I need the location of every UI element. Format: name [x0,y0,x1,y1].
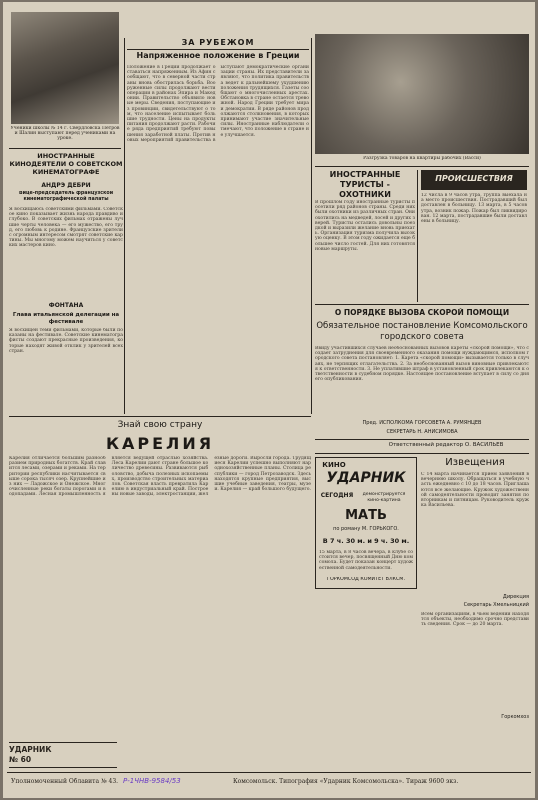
tourists-body: В прошлом году иностранные туристы посетили ряд районов страны. Среди них были охотники из различных стран. Они охотились на медведей, лосей и других зверей. Туристы остались довольны поездкой и выразили желание вновь приехать. Организация туризма получила высокую оценку. В этом году ожидается еще большее число гостей. Для них готовятся новые маршруты. [315,200,415,252]
tourists-title: ИНОСТРАННЫЕ ТУРИСТЫ - ОХОТНИКИ [329,170,401,198]
school-photo [11,12,119,124]
school-photo-caption: Ученики школы № 14 г. Свердловска Петров и Шалин выступают перед учениками на уроке. [10,126,120,142]
kino-today: СЕГОДНЯ [320,492,354,499]
fontana-title: Глава итальянской делегации на фестивале [12,312,120,325]
divider [315,453,529,454]
unloading-photo [315,34,529,154]
kino-times: В 7 ч. 30 м. и 9 ч. 30 м. [322,537,410,545]
fontana-name: ФОНТАНА [48,302,84,309]
notices-body-2: Всем организациям, в чьем ведении находятся объекты, необходимо срочно представить сведения. Срок — до 20 марта. [421,612,529,628]
divider [315,304,529,305]
notices-sign-1: Дирекция [502,594,529,600]
divider [124,38,125,414]
kino-film: МАТЬ [345,508,387,523]
notices-sign-3: Горкомхоз [501,714,529,720]
masthead-number: № 60 [9,755,32,764]
masthead-name: УДАРНИК [9,745,52,754]
karelia-body: Карелия отличается большим разнообразием природных богатств. Край славится лесами, озерами и реками. На территории республики насчитывается свыше сорока тысяч озер. Крупнейшие из них — Ладожское и Онежское. Многочисленные реки богаты порогами и водопадами. Лесная промышленность является ведущей отраслью хозяйства. Леса Карелии дают стране большое количество древесины. Развиваются рыболовство, добыча полезных ископаемых, производство строительных материалов. Советская власть превратила Карелию в индустриальный край. Построены новые заводы, электростанции, железные дороги. Выросли города. Трудящиеся Карелии успешно выполняют народнохозяйственные планы. Столица республики — город Петрозаводск. Здесь находятся крупные предприятия, высшие учебные заведения, театры, музеи. Карелия — край большого будущего. [9,456,311,498]
incidents-body: 12 числа в 9 часов утра, группа выехала на место происшествия. Пострадавший был доставлен в больницу. 13 марта, в 5 часов утра, возник пожар. Пожар был ликвидирован. 12 марта, пострадавшие были доставлены в больницу. [421,193,527,225]
divider [7,772,531,773]
kino-showing: демонстрируется кино-картина [362,492,406,503]
order-header: О ПОРЯДКЕ ВЫЗОВА СКОРОЙ ПОМОЩИ [334,308,510,317]
archive-stamp: Р-1ЧНВ-9584/53 [123,777,181,785]
cinema-subtitle: Вице-председатель французской кинематографической палаты [18,191,114,202]
footer-left: Уполномоченный Облавита № 43. [11,778,119,785]
divider [9,148,121,149]
cinema-title: ИНОСТРАННЫЕ КИНОДЕЯТЕЛИ О СОВЕТСКОМ КИНЕМАТОГРАФЕ [9,152,123,176]
unloading-caption: Разгрузка товаров на квартиры рабочих (Васси) [363,156,481,161]
kino-novel: по роману М. ГОРЬКОГО. [333,526,399,532]
divider [417,170,418,302]
divider [9,742,117,743]
newspaper-page [3,2,535,798]
divider [9,416,311,417]
divider [311,38,312,414]
order-signer-chair: Пред. ИСПОЛКОМА ГОРСОВЕТА А. РУМЯНЦЕВ [362,420,482,426]
notices-body: С 14 марта начинается прием заявлений в вечернюю школу. Обращаться в учебную часть ежедневно с 10 до 18 часов. Приглашаются все желающие. Кружок художественной самодеятельности проводит занятия по вторникам и пятницам. Руководитель кружка Васильева. [421,472,529,509]
karelia-title: КАРЕЛИЯ [105,434,215,452]
kino-below-text [315,592,415,732]
fontana-body: Я восхищен теми фильмами, которые были показаны на фестивале. Советские кинематографисты создают прекрасные произведения, которые находят живой отклик у зрителей всех стран. [9,328,123,354]
divider [315,439,529,440]
order-body: Ввиду участившихся случаев необоснованных вызовов кареты «скорой помощи», что создает затруднения для своевременного оказания помощи нуждающимся, исполком городского совета постановляет: 1. Карета «скорой помощи» вызывается только в случаях, не терпящих отлагательства. 2. За необоснованный вызов виновные привлекаются к ответственности. 3. Не уплатившие штраф в установленный срок привлекаются к ответственности в судебном порядке. Настоящее постановление вступает в силу со дня его опубликования. [315,346,529,383]
greece-body: Положение в Греции продолжает оставаться напряженным. Из Афин сообщают, что в северной части страны вновь обострилась борьба. Вооруженные силы продолжают вести операции в районах Эпира и Македонии. Правительство объявило новые меры. Сведения, поступающие из провинции, свидетельствуют о том, что население испытывает большие трудности. Цены на продукты питания продолжают расти. Рабочие ряда предприятий требуют повышения заработной платы. Против новых мероприятий правительства выступают демократические организации страны. Их представители заявляют, что политика правительства ведет к дальнейшему ухудшению положения трудящихся. Газеты сообщают о многочисленных арестах. Обстановка в стране остается тревожной. Народ Греции требует мира и демократии. В ряде районов продолжаются столкновения, в которых принимают участие значительные силы. Иностранные наблюдатели отмечают, что положение в стране не улучшается. [127,65,309,143]
kino-extra: 15 марта, в 8 часов вечера, в клубе состоится вечер, посвященный Дню комсомола. Будет показан концерт художественной самодеятельности. [319,550,413,571]
notices-sign-2: Секретарь Хмельницкий [463,602,529,608]
kino-name: УДАРНИК [326,470,406,486]
karelia-kicker: Знай свою страну [117,420,203,430]
incidents-title: ПРОИСШЕСТВИЯ [435,174,513,183]
footer-middle: Комсомольск. Типография «Ударник Комсомольска». Тираж 9600 экз. [233,778,459,785]
notices-title: Извещения [445,457,505,468]
divider [315,166,529,167]
abroad-header: ЗА РУБЕЖОМ [181,38,255,47]
cinema-author: АНДРЭ ДЕБРИ [41,182,91,189]
divider [127,49,309,50]
divider [9,767,117,768]
cinema-body: Я восхищаюсь советскими фильмами. Советское кино показывает жизнь народа правдиво и глубоко. В советских фильмах отражены лучшие черты человека — его мужество, его труд, его любовь к родине. Французские зрители с огромным интересом смотрят советские картины. Мы многому можем научиться у советских мастеров кино. [9,207,123,249]
kino-label: КИНО [322,461,346,469]
editor-line: Ответственный редактор О. ВАСИЛЬЕВ [388,442,504,448]
order-signer-secretary: СЕКРЕТАРЬ Н. АНИСИМОВА [386,429,458,435]
kino-ad [315,457,417,589]
masthead-filler-text [121,742,311,768]
kino-sign: ГОРКОМСОД КОМИТЕТ ВЛКСМ. [327,577,405,582]
order-title: Обязательное постановление Комсомольского городского совета [316,321,528,342]
greece-headline: Напряженное положение в Греции [136,51,300,60]
